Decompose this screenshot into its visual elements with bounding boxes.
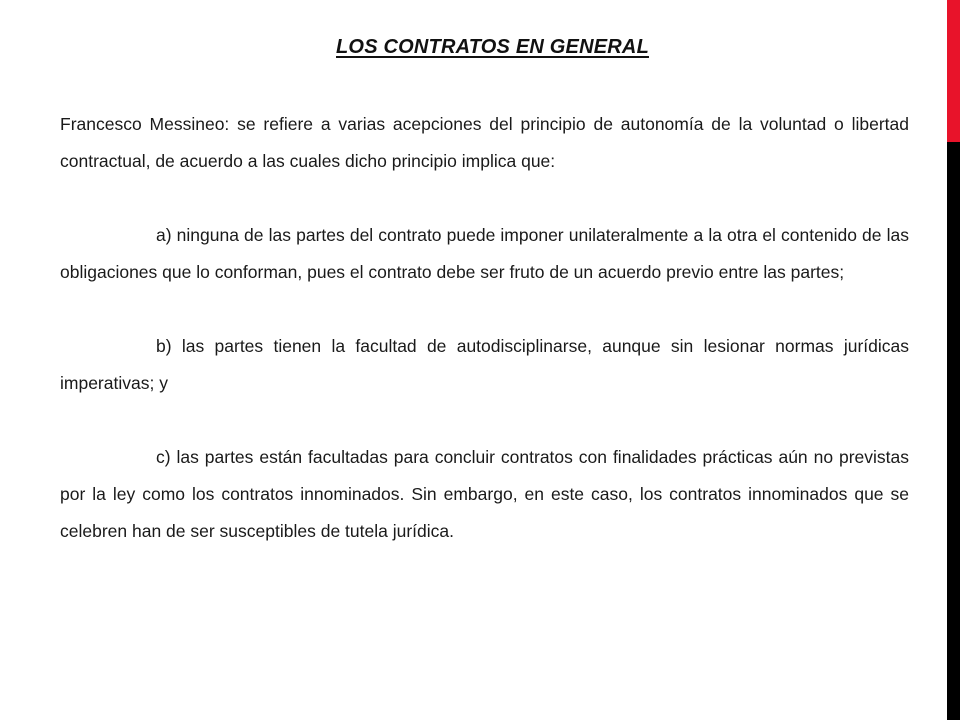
slide-title: LOS CONTRATOS EN GENERAL [336,36,649,58]
paragraph-intro: Francesco Messineo: se refiere a varias acepciones del principio de autonomía de la voluntad o libertad contractual, de acuerdo a las cuales dicho principio implica que: [60,114,909,171]
side-accent-bar [947,0,960,720]
side-accent-red [947,0,960,142]
side-accent-black [947,142,960,720]
paragraph-b: b) las partes tienen la facultad de autodisciplinarse, aunque sin lesionar normas jurídicas imperativas; y [60,336,909,393]
paragraph-c: c) las partes están facultadas para concluir contratos con finalidades prácticas aún no previstas por la ley como los contratos innominados. Sin embargo, en este caso, los contratos innominados que se celebren han de ser susceptibles de tutela jurídica. [60,447,909,541]
slide-body [60,106,909,587]
paragraph-a: a) ninguna de las partes del contrato puede imponer unilateralmente a la otra el contenido de las obligaciones que lo conforman, pues el contrato debe ser fruto de un acuerdo previo entre las partes; [60,225,909,282]
